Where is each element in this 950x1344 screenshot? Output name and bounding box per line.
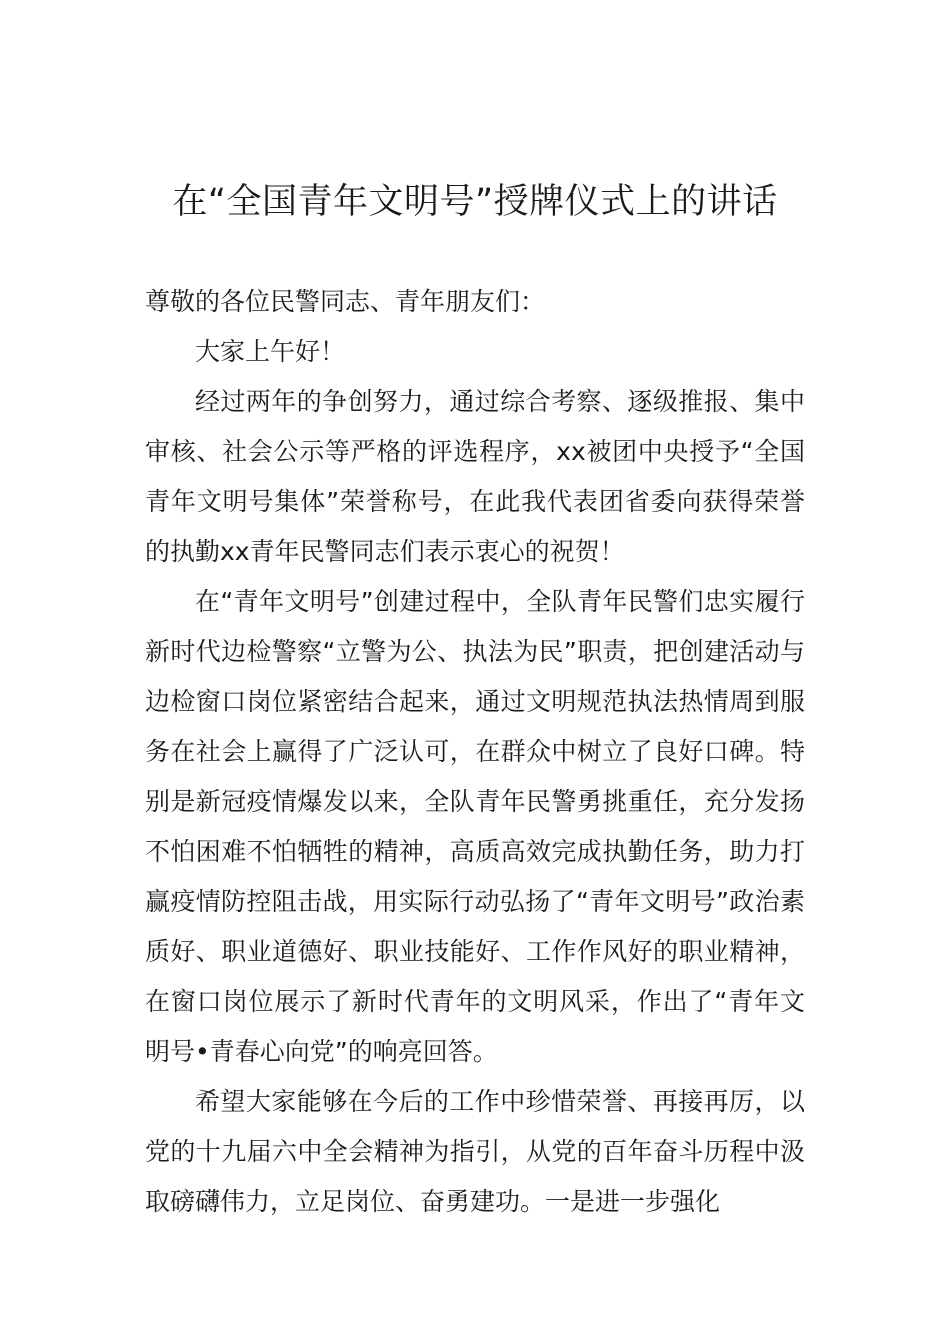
paragraph-award: 经过两年的争创努力，通过综合考察、逐级推报、集中审核、社会公示等严格的评选程序，xx被团中央授予“全国青年文明号集体”荣誉称号，在此我代表团省委向获得荣誉的执勤xx青年民警同志们表示衷心的祝贺！ — [145, 387, 805, 566]
paragraph-greeting: 大家上午好！ — [195, 337, 346, 366]
document-title: 在“全国青年文明号”授牌仪式上的讲话 — [172, 182, 778, 222]
document-body — [145, 277, 805, 1227]
salutation: 尊敬的各位民警同志、青年朋友们： — [145, 287, 546, 316]
paragraph-hopes: 希望大家能够在今后的工作中珍惜荣誉、再接再厉，以党的十九届六中全会精神为指引，从党的百年奋斗历程中汲取磅礴伟力，立足岗位、奋勇建功。一是进一步强化 — [145, 1087, 805, 1216]
paragraph-achievements: 在“青年文明号”创建过程中，全队青年民警们忠实履行新时代边检警察“立警为公、执法为民”职责，把创建活动与边检窗口岗位紧密结合起来，通过文明规范执法热情周到服务在社会上赢得了广泛认可，在群众中树立了良好口碑。特别是新冠疫情爆发以来，全队青年民警勇挑重任，充分发扬不怕困难不怕牺牲的精神，高质高效完成执勤任务，助力打赢疫情防控阻击战，用实际行动弘扬了“青年文明号”政治素质好、职业道德好、职业技能好、工作作风好的职业精神，在窗口岗位展示了新时代青年的文明风采，作出了“青年文明号•青春心向党”的响亮回答。 — [145, 587, 805, 1066]
